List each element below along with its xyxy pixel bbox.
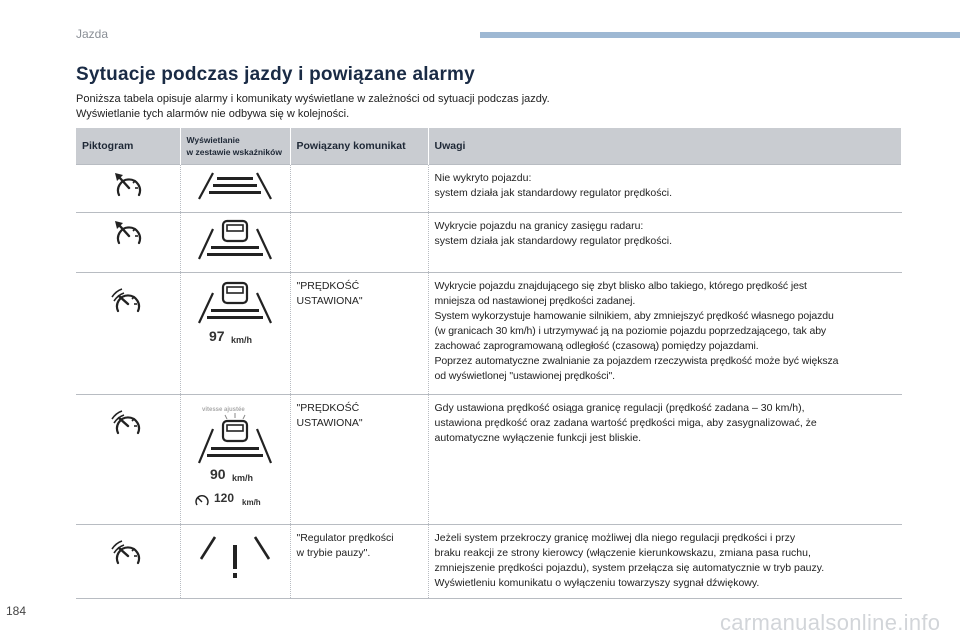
table-row [76,164,902,212]
pictogram-cell [76,164,180,212]
table-row [76,394,902,524]
notes-line: Jeżeli system przekroczy granicę możliwej dla niego regulacji prędkości i przy [434,531,796,544]
flashing-speed-display [192,401,278,513]
road-lanes-icon [195,171,275,201]
notes-line: braku reakcji ze strony kierowcy (włączenie kierunkowskazu, zmiana pasa ruchu, [434,546,811,559]
speed-value: 90 [210,465,226,482]
road-with-car-speed-icon [195,279,275,325]
notes-line: od wyświetlonej "ustawionej prędkości". [434,369,615,382]
header-display [180,128,290,164]
notes-line: zmniejszenie prędkości pojazdu), system przełącza się automatycznie w tryb pauzy. [434,561,825,574]
notes-line: Poprzez automatyczne zwalnianie za pojazdem rzeczywista prędkość może być większa [434,354,839,367]
speed-value: 97 [209,327,225,344]
speed-unit: km/h [231,334,253,345]
table-row [76,212,902,272]
notes-line: System wykorzystuje hamowanie silnikiem, aby zmniejszyć prędkość własnego pojazdu [434,309,834,322]
message-cell [290,524,428,598]
message-line: USTAWIONA" [296,294,363,307]
radar-speedometer-icon [111,219,145,249]
radar-speedometer-icon [111,171,145,201]
notes-line: Gdy ustawiona prędkość osiąga granicę regulacji (prędkość zadana – 30 km/h), [434,401,805,414]
pictogram-cell [76,394,180,524]
notes-cell [428,272,902,394]
warning-exclamation-lanes-icon [195,533,275,583]
message-cell [290,394,428,524]
display-cell [180,272,290,394]
page-title: Sytuacje podczas jazdy i powiązane alarmy [76,64,475,85]
notes-cell [428,164,902,212]
notes-cell [428,212,902,272]
notes-cell [428,524,902,598]
display-cell [180,164,290,212]
display-cell [180,394,290,524]
table-header-row [76,128,902,164]
header-message: Powiązany komunikat [290,128,428,164]
active-radar-speedometer-icon [110,539,146,569]
header-display-line: Wyświetlanie [186,134,240,145]
message-line: "PRĘDKOŚĆ [296,279,360,292]
notes-line: (w granicach 30 km/h) i utrzymywać ją na poziomie pojazdu poprzedzającego, tak aby [434,324,827,337]
intro-text [76,92,550,122]
message-cell [290,272,428,394]
message-line: "PRĘDKOŚĆ [296,401,360,414]
intro-line: Wyświetlanie tych alarmów nie odbywa się w kolejności. [76,108,350,120]
road-with-car-icon [195,219,275,261]
notes-line: ustawiona prędkość oraz zadana wartość prędkości miga, aby zasygnalizować, że [434,416,817,429]
active-radar-speedometer-icon [110,409,146,439]
notes-cell [428,394,902,524]
table-row [76,272,902,394]
header-pictogram: Piktogram [76,128,180,164]
notes-line: Wyświetleniu komunikatu o wyłączeniu towarzyszy sygnał dźwiękowy. [434,576,760,589]
notes-line: Wykrycie pojazdu znajdującego się zbyt blisko albo takiego, którego prędkość jest [434,279,807,292]
display-cell [180,212,290,272]
notes-line: zachować zaprogramowaną odległość (czasową) pomiędzy pojazdami. [434,339,759,352]
notes-line: system działa jak standardowy regulator prędkości. [434,186,673,199]
alarms-table [76,128,902,599]
message-line: "Regulator prędkości [296,531,394,544]
small-radar-icon [194,493,210,507]
header-notes: Uwagi [428,128,902,164]
page-number: 184 [6,604,27,618]
table-row [76,524,902,598]
header-display-line: w zestawie wskaźników [186,146,282,157]
message-cell [290,212,428,272]
notes-line: mniejsza od nastawionej prędkości zadanej. [434,294,636,307]
intro-line: Poniższa tabela opisuje alarmy i komunikaty wyświetlane w zależności od sytuacji podczas jazdy. [76,93,550,105]
message-cell [290,164,428,212]
notes-line: system działa jak standardowy regulator prędkości. [434,234,673,247]
pictogram-cell [76,212,180,272]
pictogram-cell [76,272,180,394]
message-line: w trybie pauzy". [296,546,371,559]
faded-label: vitesse ajustée [202,406,245,413]
speed-unit: km/h [232,472,254,483]
pictogram-cell [76,524,180,598]
section-label: Jazda [76,27,109,41]
notes-line: automatyczne wyłączenie funkcji jest bliskie. [434,431,642,444]
speed-unit-secondary: km/h [242,497,261,507]
speed-display [195,279,275,349]
message-line: USTAWIONA" [296,416,363,429]
watermark: carmanualsonline.info [720,610,941,635]
notes-line: Wykrycie pojazdu na granicy zasięgu radaru: [434,219,644,232]
display-cell [180,524,290,598]
notes-line: Nie wykryto pojazdu: [434,171,532,184]
road-with-car-flashing-speed-icon [195,413,275,465]
active-radar-speedometer-icon [110,287,146,317]
header-accent-bar [480,32,960,38]
speed-value-secondary: 120 [214,490,235,505]
